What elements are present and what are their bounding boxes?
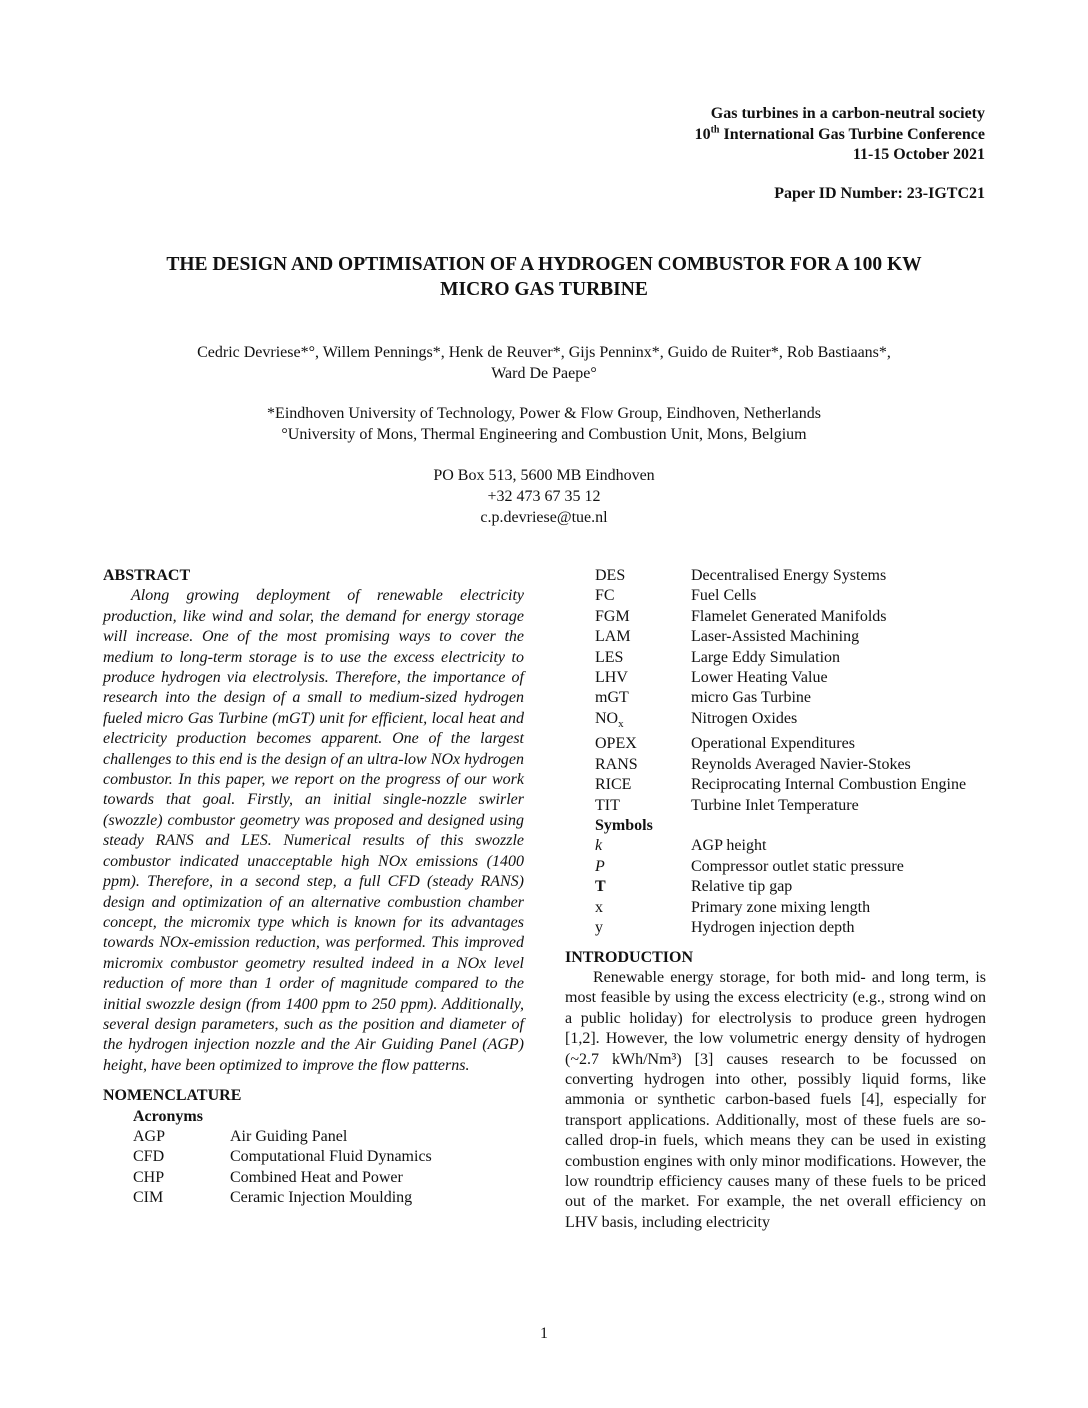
nomenclature-definition: Ceramic Injection Moulding	[230, 1189, 413, 1207]
page-number: 1	[540, 1325, 548, 1342]
nomenclature-definition: Fuel Cells	[691, 587, 757, 605]
paper-title	[90, 252, 998, 302]
nomenclature-definition: Reciprocating Internal Combustion Engine	[691, 776, 967, 794]
nomenclature-definition: Combined Heat and Power	[230, 1168, 403, 1186]
abbreviation-text: LES	[595, 648, 624, 666]
nomenclature-row	[565, 627, 966, 647]
title-line: THE DESIGN AND OPTIMISATION OF A HYDROGEN COMBUSTOR FOR A 100 KW	[166, 254, 922, 275]
nomenclature-row	[565, 607, 966, 627]
contact-email: c.p.devriese@tue.nl	[480, 509, 608, 526]
conference-header	[695, 104, 985, 166]
abbreviation-text: FC	[595, 587, 615, 605]
nomenclature-definition: Turbine Inlet Temperature	[691, 796, 859, 814]
nomenclature-row	[103, 1127, 432, 1147]
abbreviation-text: FGM	[595, 607, 630, 625]
nomenclature-row	[565, 775, 966, 795]
nomenclature-definition: Compressor outlet static pressure	[691, 857, 904, 875]
nomenclature-abbreviation	[565, 796, 691, 816]
nomenclature-definition: Computational Fluid Dynamics	[230, 1148, 432, 1166]
nomenclature-abbreviation	[103, 1127, 230, 1147]
abbreviation-text: k	[595, 837, 603, 855]
title-line: MICRO GAS TURBINE	[440, 279, 648, 300]
nomenclature-definition: Nitrogen Oxides	[691, 709, 798, 727]
abstract-heading: ABSTRACT	[103, 567, 191, 584]
nomenclature-row	[103, 1147, 432, 1167]
conference-dates: 11-15 October 2021	[852, 146, 985, 163]
nomenclature-row	[565, 898, 904, 918]
nomenclature-definition: Air Guiding Panel	[230, 1127, 348, 1145]
nomenclature-abbreviation	[565, 566, 691, 586]
abbreviation-text: P	[595, 857, 605, 875]
nomenclature-abbreviation	[103, 1168, 230, 1188]
contact-address: PO Box 513, 5600 MB Eindhoven	[433, 467, 655, 484]
nomenclature-abbreviation	[565, 755, 691, 775]
nomenclature-row	[565, 857, 904, 877]
right-column	[565, 566, 986, 1233]
affiliation-line: *Eindhoven University of Technology, Power & Flow Group, Eindhoven, Netherlands	[267, 405, 821, 422]
abbreviation-text: RICE	[595, 776, 632, 794]
nomenclature-abbreviation	[565, 709, 691, 735]
nomenclature-row	[103, 1168, 432, 1188]
nomenclature-abbreviation	[565, 775, 691, 795]
nomenclature-row	[565, 918, 904, 938]
nomenclature-definition: Decentralised Energy Systems	[691, 567, 887, 584]
nomenclature-abbreviation	[565, 668, 691, 688]
abbreviation-text: AGP	[133, 1127, 166, 1145]
nomenclature-row	[565, 648, 966, 668]
acronym-table-left	[103, 1127, 432, 1209]
author-list	[120, 342, 968, 384]
nomenclature-abbreviation	[565, 688, 691, 708]
abbreviation-text: NO	[595, 709, 619, 727]
contact-phone: +32 473 67 35 12	[487, 488, 601, 505]
abbreviation-text: y	[595, 919, 603, 937]
nomenclature-definition: Relative tip gap	[691, 878, 793, 896]
affiliation-line: °University of Mons, Thermal Engineering and Combustion Unit, Mons, Belgium	[281, 426, 807, 443]
nomenclature-abbreviation	[565, 918, 691, 938]
nomenclature-definition: Large Eddy Simulation	[691, 648, 841, 666]
nomenclature-row	[565, 734, 966, 754]
abbreviation-text: x	[595, 898, 603, 916]
nomenclature-abbreviation	[565, 607, 691, 627]
nomenclature-definition: AGP height	[691, 837, 767, 855]
nomenclature-row	[565, 688, 966, 708]
nomenclature-row	[565, 566, 966, 586]
nomenclature-definition: Reynolds Averaged Navier-Stokes	[691, 755, 911, 773]
nomenclature-abbreviation	[565, 836, 691, 856]
nomenclature-abbreviation	[565, 734, 691, 754]
acronym-table-right	[565, 566, 966, 816]
abstract-text: Along growing deployment of renewable electricity production, like wind and solar, the demand for energy storage will increase. One of the most promising ways to cover the medium to long-term storage is to use the excess electricity to produce hydrogen via electrolysis. Therefore, the importance of research into the design of a small to medium-sized hydrogen fueled micro Gas Turbine (mGT) unit for efficient, local heat and electricity production becomes apparent. One of the largest challenges to this end is the design of an ultra-low NOx hydrogen combustor. In this paper, we report on the progress of our work towards that goal. Firstly, an initial single-nozzle swirler (swozzle) combustor geometry was proposed and designed using steady RANS and LES. Numerical results of this swozzle combustor indicated unacceptable high NOx emissions (1400 ppm). Therefore, in a second step, a full CFD (steady RANS) design and optimization of an alternative combustion chamber concept, the micromix type which is known for its advantages towards NOx-emission reduction, was performed. This improved micromix combustor geometry resulted indeed in a NOx level reduction of more than 1 order of magnitude compared to the initial swozzle design (from 1400 ppm to 250 ppm). Additionally, several design parameters, such as the position and diameter of the hydrogen injection nozzle and the Air Guiding Panel (AGP) height, have been optimized to improve the flow patterns.	[103, 587, 524, 1074]
nomenclature-abbreviation	[565, 627, 691, 647]
nomenclature-definition: Primary zone mixing length	[691, 898, 871, 916]
abbreviation-text: TIT	[595, 796, 620, 814]
acronyms-heading: Acronyms	[133, 1107, 203, 1125]
nomenclature-definition: Operational Expenditures	[691, 735, 855, 753]
author-line: Cedric Devriese*°, Willem Pennings*, Henk de Reuver*, Gijs Penninx*, Guido de Ruiter*, Rob Bastiaans*,	[197, 344, 891, 361]
paper-id: Paper ID Number: 23-IGTC21	[774, 185, 985, 202]
nomenclature-row	[565, 877, 904, 897]
nomenclature-abbreviation	[565, 586, 691, 606]
abbreviation-text: DES	[595, 567, 626, 584]
symbols-heading: Symbols	[595, 817, 653, 835]
abbreviation-text: T	[595, 878, 606, 896]
nomenclature-abbreviation	[103, 1188, 230, 1208]
abbreviation-text: RANS	[595, 755, 638, 773]
nomenclature-definition: Lower Heating Value	[691, 669, 828, 687]
abbreviation-text: LAM	[595, 628, 631, 646]
nomenclature-definition: Hydrogen injection depth	[691, 919, 855, 937]
symbol-table	[565, 836, 904, 938]
contact-info	[120, 465, 968, 528]
conference-theme: Gas turbines in a carbon-neutral society	[710, 105, 985, 122]
nomenclature-abbreviation	[103, 1147, 230, 1167]
nomenclature-row	[565, 709, 966, 735]
nomenclature-definition: Flamelet Generated Manifolds	[691, 607, 887, 625]
nomenclature-abbreviation	[565, 648, 691, 668]
nomenclature-row	[565, 836, 904, 856]
abbreviation-text: CFD	[133, 1148, 165, 1166]
introduction-text: Renewable energy storage, for both mid- and long term, is most feasible by using the excess electricity (e.g., strong wind on a public holiday) for electrolysis to produce green hydrogen [1,2]. However, the low volumetric energy density of hydrogen (~2.7 kWh/Nm³) [3] causes research to be focussed on converting hydrogen into other, possibly liquid forms, like ammonia or synthetic carbon-based fuels [4], especially for transport applications. Additionally, most of these fuels are so-called drop-in fuels, which means they can be used in existing combustion engines with only minor modifications. However, the low roundtrip efficiency causes many of these fuels to be priced out of the market. For example, the net overall efficiency on LHV basis, including electricity	[565, 968, 986, 1231]
nomenclature-definition: Laser-Assisted Machining	[691, 628, 860, 646]
abbreviation-text: mGT	[595, 689, 629, 707]
nomenclature-row	[565, 755, 966, 775]
abbreviation-text: CIM	[133, 1189, 164, 1207]
left-column	[103, 566, 524, 1209]
nomenclature-abbreviation	[565, 877, 691, 897]
abbreviation-text: OPEX	[595, 735, 637, 753]
nomenclature-row	[565, 586, 966, 606]
conference-name: 10th International Gas Turbine Conference	[694, 124, 985, 143]
abbreviation-text: LHV	[595, 669, 628, 687]
nomenclature-abbreviation	[565, 857, 691, 877]
affiliations	[120, 403, 968, 445]
nomenclature-row	[103, 1188, 432, 1208]
nomenclature-abbreviation	[565, 898, 691, 918]
nomenclature-row	[565, 668, 966, 688]
abbreviation-subscript: x	[618, 718, 624, 731]
nomenclature-heading: NOMENCLATURE	[103, 1087, 242, 1105]
introduction-heading: INTRODUCTION	[565, 948, 694, 966]
nomenclature-row	[565, 796, 966, 816]
abbreviation-text: CHP	[133, 1168, 165, 1186]
nomenclature-definition: micro Gas Turbine	[691, 689, 811, 707]
author-line: Ward De Paepe°	[491, 365, 597, 382]
